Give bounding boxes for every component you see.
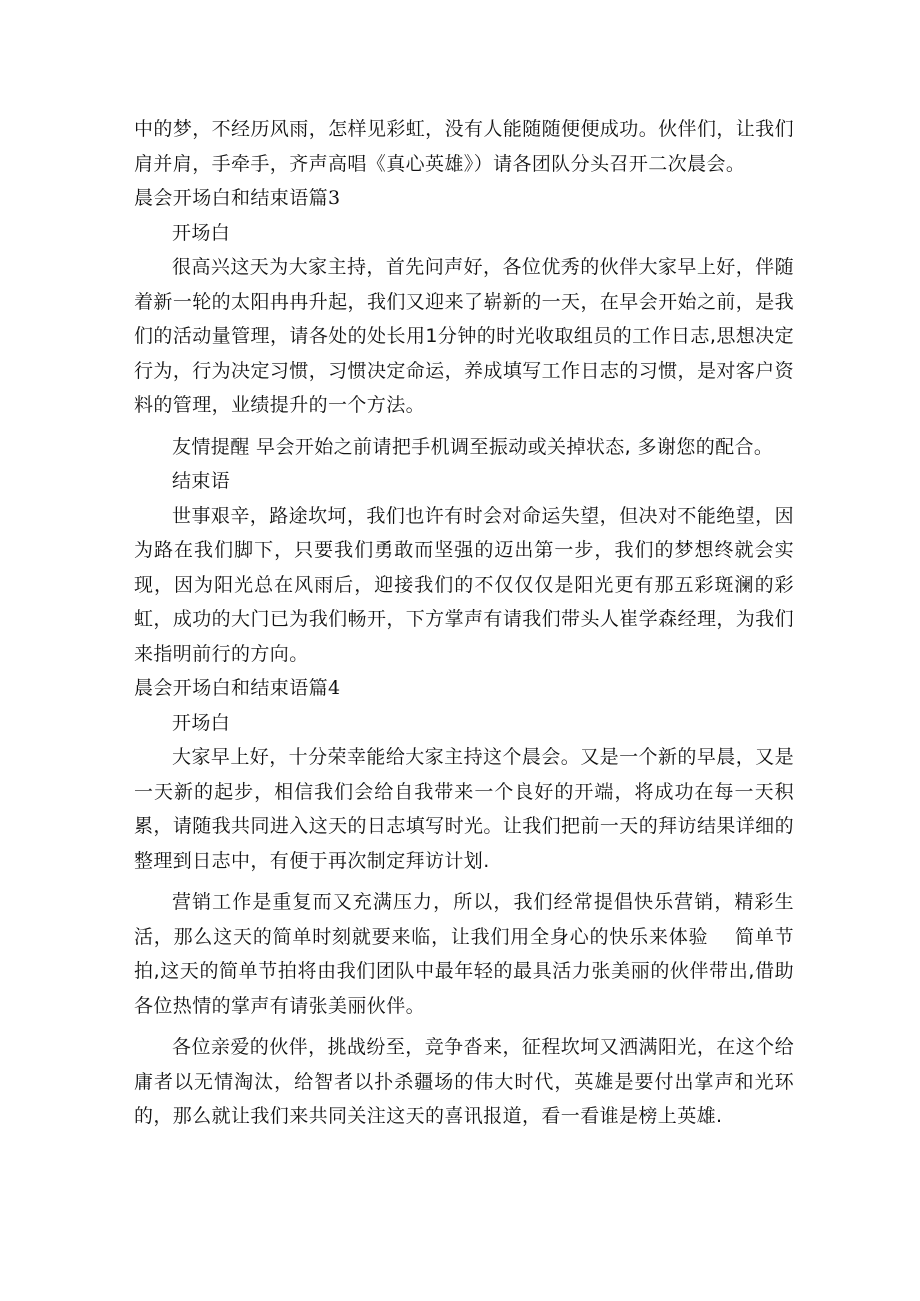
document-body	[134, 112, 794, 1134]
subheading-opening: 开场白	[172, 221, 231, 244]
paragraph-opening-4c: 各位亲爱的伙伴，挑战纷至，竞争沓来，征程坎坷又洒满阳光，在这个给庸者以无情淘汰，给智者以扑杀疆场的伟大时代，英雄是要付出掌声和光环的，那么就让我们来共同关注这天的喜讯报道，看一看谁是榜上英雄.	[134, 1036, 794, 1127]
paragraph-closing-3: 世事艰辛，路途坎坷，我们也许有时会对命运失望，但决对不能绝望，因为路在我们脚下，只要我们勇敢而坚强的迈出第一步，我们的梦想终就会实现，因为阳光总在风雨后，迎接我们的不仅仅仅是阳光更有那五彩斑澜的彩虹，成功的大门已为我们畅开，下方掌声有请我们带头人崔学森经理，为我们来指明前行的方向。	[134, 504, 794, 665]
section-heading-4: 晨会开场白和结束语篇4	[134, 677, 341, 699]
subheading-closing: 结束语	[172, 470, 231, 492]
section-heading-3: 晨会开场白和结束语篇3	[134, 187, 341, 209]
paragraph-reminder: 友情提醒 早会开始之前请把手机调至振动或关掉状态, 多谢您的配合。	[172, 435, 774, 458]
paragraph-opening-3: 很高兴这天为大家主持，首先问声好，各位优秀的伙伴大家早上好，伴随着新一轮的太阳冉冉升起，我们又迎来了崭新的一天，在早会开始之前，是我们的活动量管理，请各处的处长用1分钟的时光收取组员的工作日志,思想决定行为，行为决定习惯，习惯决定命运，养成填写工作日志的习惯，是对客户资料的管理，业绩提升的一个方法。	[134, 256, 794, 416]
paragraph-opening-4a: 大家早上好，十分荣幸能给大家主持这个晨会。又是一个新的早晨，又是一天新的起步，相信我们会给自我带来一个良好的开端，将成功在每一天积累，请随我共同进入这天的日志填写时光。让我们把前一天的拜访结果详细的整理到日志中，有便于再次制定拜访计划.	[134, 746, 794, 872]
paragraph-continuation: 中的梦，不经历风雨，怎样见彩虹，没有人能随随便便成功。伙伴们，让我们肩并肩，手牵手，齐声高唱《真心英雄》）请各团队分头召开二次晨会。	[134, 118, 794, 175]
paragraph-opening-4b: 营销工作是重复而又充满压力，所以，我们经常提倡快乐营销，精彩生活，那么这天的简单时刻就要来临，让我们用全身心的快乐来体验 简单节拍,这天的简单节拍将由我们团队中最年轻的最具活力张美丽的伙伴带出,借助各位热情的掌声有请张美丽伙伴。	[134, 891, 794, 1017]
subheading-opening-4: 开场白	[172, 711, 231, 734]
